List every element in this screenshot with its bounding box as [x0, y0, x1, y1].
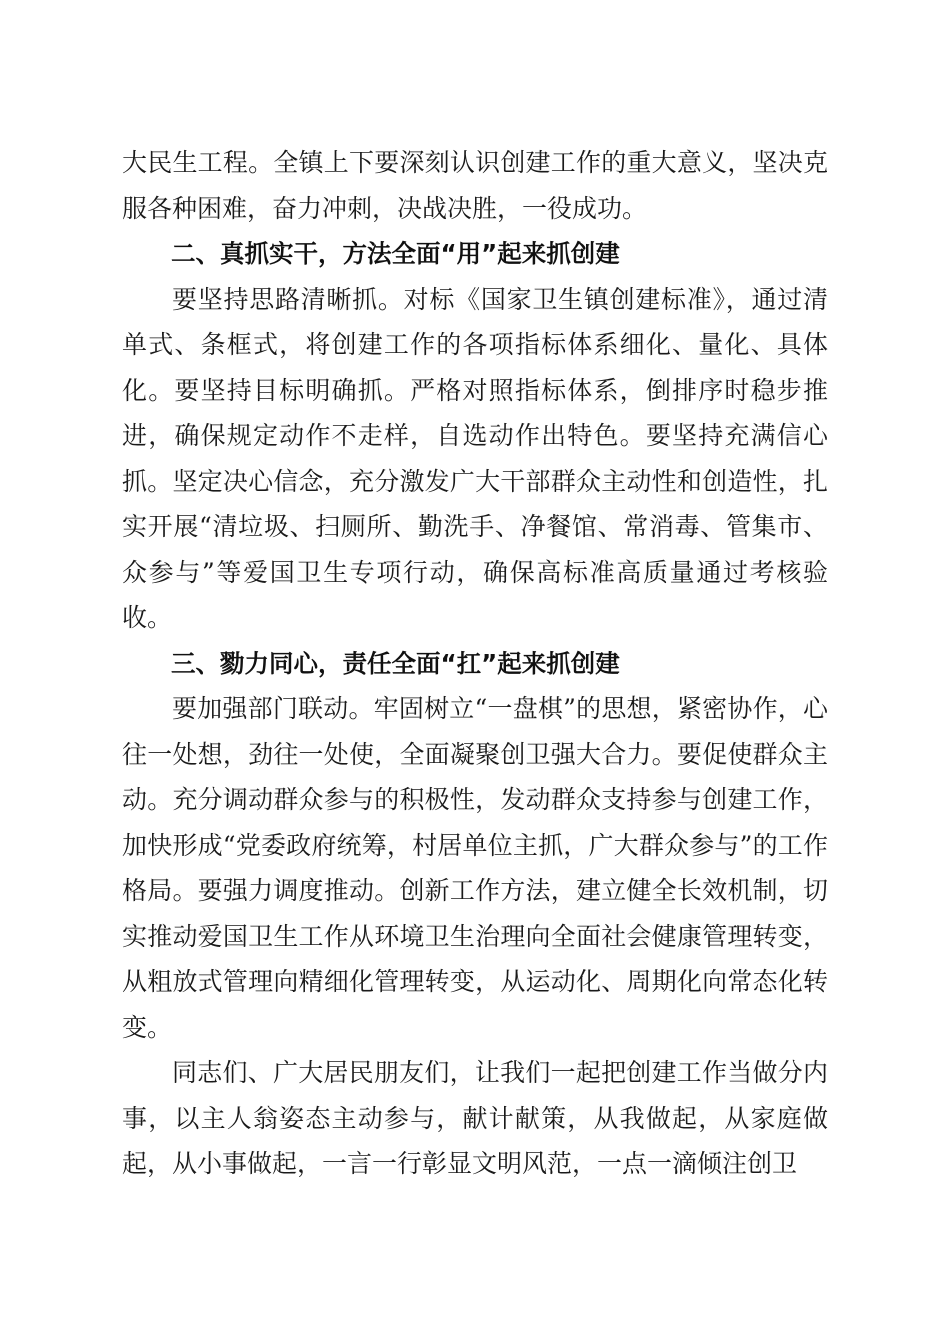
- paragraph-continuation: 大民生工程。全镇上下要深刻认识创建工作的重大意义，坚决克服各种困难，奋力冲刺，决战决胜，一役成功。: [122, 148, 828, 223]
- section-heading-3: 三、勠力同心，责任全面“扛”起来抓创建: [171, 648, 620, 678]
- paragraph-closing: 同志们、广大居民朋友们，让我们一起把创建工作当做分内事，以主人翁姿态主动参与，献计献策，从我做起，从家庭做起，从小事做起，一言一行彰显文明风范，一点一滴倾注创卫: [122, 1058, 828, 1178]
- paragraph-section-2: 要坚持思路清晰抓。对标《国家卫生镇创建标准》，通过清单式、条框式，将创建工作的各项指标体系细化、量化、具体化。要坚持目标明确抓。严格对照指标体系，倒排序时稳步推进，确保规定动作不走样，自选动作出特色。要坚持充满信心抓。坚定决心信念，充分激发广大干部群众主动性和创造性，扎实开展“清垃圾、扫厕所、勤洗手、净餐馆、常消毒、管集市、众参与”等爱国卫生专项行动，确保高标准高质量通过考核验收。: [122, 284, 828, 632]
- section-heading-2: 二、真抓实干，方法全面“用”起来抓创建: [171, 239, 620, 268]
- document-body: [122, 140, 828, 1187]
- paragraph-section-3: 要加强部门联动。牢固树立“一盘棋”的思想，紧密协作，心往一处想，劲往一处使，全面凝聚创卫强大合力。要促使群众主动。充分调动群众参与的积极性，发动群众支持参与创建工作，加快形成“党委政府统筹，村居单位主抓，广大群众参与”的工作格局。要强力调度推动。创新工作方法，建立健全长效机制，切实推动爱国卫生工作从环境卫生治理向全面社会健康管理转变，从粗放式管理向精细化管理转变，从运动化、周期化向常态化转变。: [122, 694, 828, 1042]
